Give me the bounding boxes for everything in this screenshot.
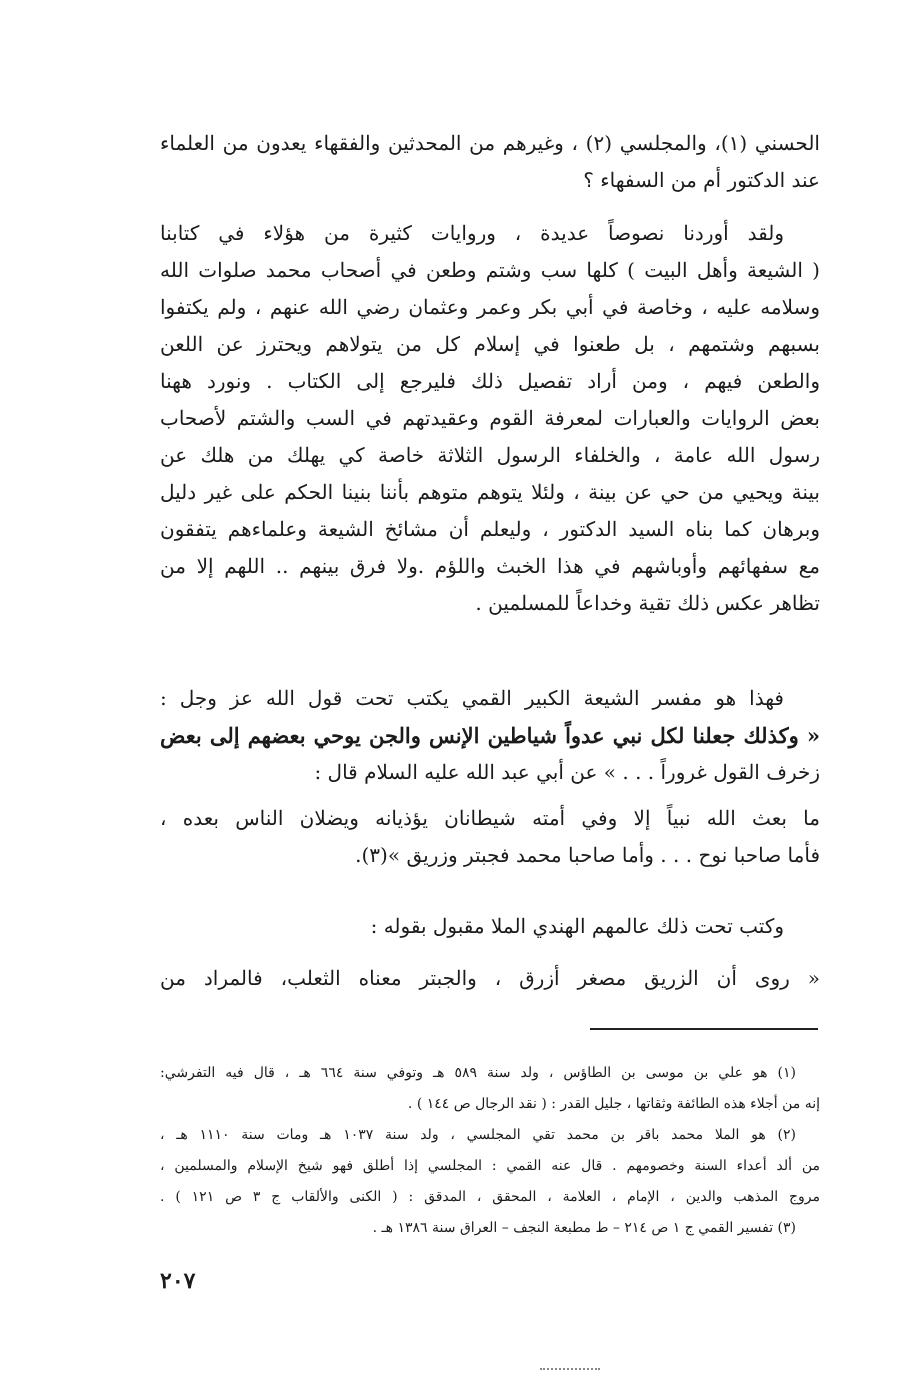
text-line: بينة ويحيي من حي عن بينة ، ولئلا يتوهم متوهم بأننا بنينا الحكم على غير دليل bbox=[160, 480, 820, 504]
quran-quote-line: « وكذلك جعلنا لكل نبي عدواً شياطين الإنس والجن يوحي بعضهم إلى بعض bbox=[160, 723, 820, 748]
scan-mark bbox=[540, 1368, 600, 1374]
text-line: فهذا هو مفسر الشيعة الكبير القمي يكتب تحت قول الله عز وجل : bbox=[160, 686, 784, 710]
paragraph-5 bbox=[160, 908, 820, 945]
footnote-line: (٢) هو الملا محمد باقر بن محمد تقي المجلسي ، ولد سنة ١٠٣٧ هـ ومات سنة ١١١٠ هـ ، bbox=[160, 1127, 796, 1143]
text-line: ولقد أوردنا نصوصاً عديدة ، وروايات كثيرة من هؤلاء في كتابنا bbox=[160, 221, 784, 245]
paragraph-2 bbox=[160, 215, 820, 622]
paragraph-3 bbox=[160, 680, 820, 791]
text-line: والطعن فيهم ، ومن أراد تفصيل ذلك فليرجع إلى الكتاب . ونورد ههنا bbox=[160, 369, 820, 393]
footnote-line: إنه من أجلاء هذه الطائفة وثقاتها ، جليل القدر : ( نقد الرجال ص ١٤٤ ) . bbox=[407, 1096, 820, 1112]
text-line: رسول الله عامة ، والخلفاء الرسول الثلاثة خاصة كي يهلك من هلك عن bbox=[160, 443, 820, 467]
text-line: عند الدكتور أم من السفهاء ؟ bbox=[583, 168, 820, 192]
paragraph-1 bbox=[160, 125, 820, 199]
text-line: « روى أن الزريق مصغر أزرق ، والجبتر معناه الثعلب، فالمراد من bbox=[160, 966, 820, 990]
footnote-line: (٣) تفسير القمي ج ١ ص ٢١٤ – ط مطبعة النجف – العراق سنة ١٣٨٦ هـ . bbox=[372, 1220, 796, 1236]
paragraph-6 bbox=[160, 960, 820, 997]
text-line: بعض الروايات والعبارات لمعرفة القوم وعقيدتهم في السب والشتم لأصحاب bbox=[160, 406, 820, 430]
text-line: ما بعث الله نبياً إلا وفي أمته شيطانان يؤذيانه ويضلان الناس بعده ، bbox=[160, 806, 820, 830]
text-line: فأما صاحبا نوح . . . وأما صاحبا محمد فجبتر وزريق »(٣). bbox=[355, 843, 820, 867]
text-line: بسبهم وشتمهم ، بل طعنوا في إسلام كل من يتولاهم ويحترز عن اللعن bbox=[160, 332, 820, 356]
text-line: ( الشيعة وأهل البيت ) كلها سب وشتم وطعن في أصحاب محمد صلوات الله bbox=[160, 258, 820, 282]
text-line: وكتب تحت ذلك عالمهم الهندي الملا مقبول بقوله : bbox=[370, 914, 784, 938]
text-line: وبرهان كما بناه السيد الدكتور ، وليعلم أن مشائخ الشيعة وعلماءهم يتفقون bbox=[160, 517, 820, 541]
text-line: مع سفهائهم وأوباشهم في هذا الخبث واللؤم .ولا فرق بينهم .. اللهم إلا من bbox=[160, 554, 820, 578]
footnotes bbox=[160, 1058, 820, 1244]
quran-quote-line: زخرف القول غروراً . . . » عن أبي عبد الله عليه السلام قال : bbox=[314, 760, 820, 784]
footnote-line: مروج المذهب والدين ، الإمام ، العلامة ، المحقق ، المدقق : ( الكنى والألقاب ج ٣ ص ١٢١ ) . bbox=[160, 1189, 820, 1205]
text-line: تظاهر عكس ذلك تقية وخداعاً للمسلمين . bbox=[475, 591, 820, 615]
footnote-line: من ألد أعداء السنة وخصومهم . قال عنه القمي : المجلسي إذا أطلق فهو شيخ الإسلام والمسلمين ، bbox=[160, 1158, 820, 1174]
paragraph-4 bbox=[160, 800, 820, 874]
text-line: وسلامه عليه ، وخاصة في أبي بكر وعمر وعثمان رضي الله عنهم ، ولم يكتفوا bbox=[160, 295, 820, 319]
page-number: ٢٠٧ bbox=[160, 1268, 196, 1294]
text-line: الحسني (١)، والمجلسي (٢) ، وغيرهم من المحدثين والفقهاء يعدون من العلماء bbox=[160, 131, 820, 155]
footnote-line: (١) هو علي بن موسى بن الطاؤس ، ولد سنة ٥٨٩ هـ وتوفي سنة ٦٦٤ هـ ، قال فيه التفرشي: bbox=[160, 1065, 797, 1081]
footnote-separator bbox=[590, 1028, 818, 1030]
